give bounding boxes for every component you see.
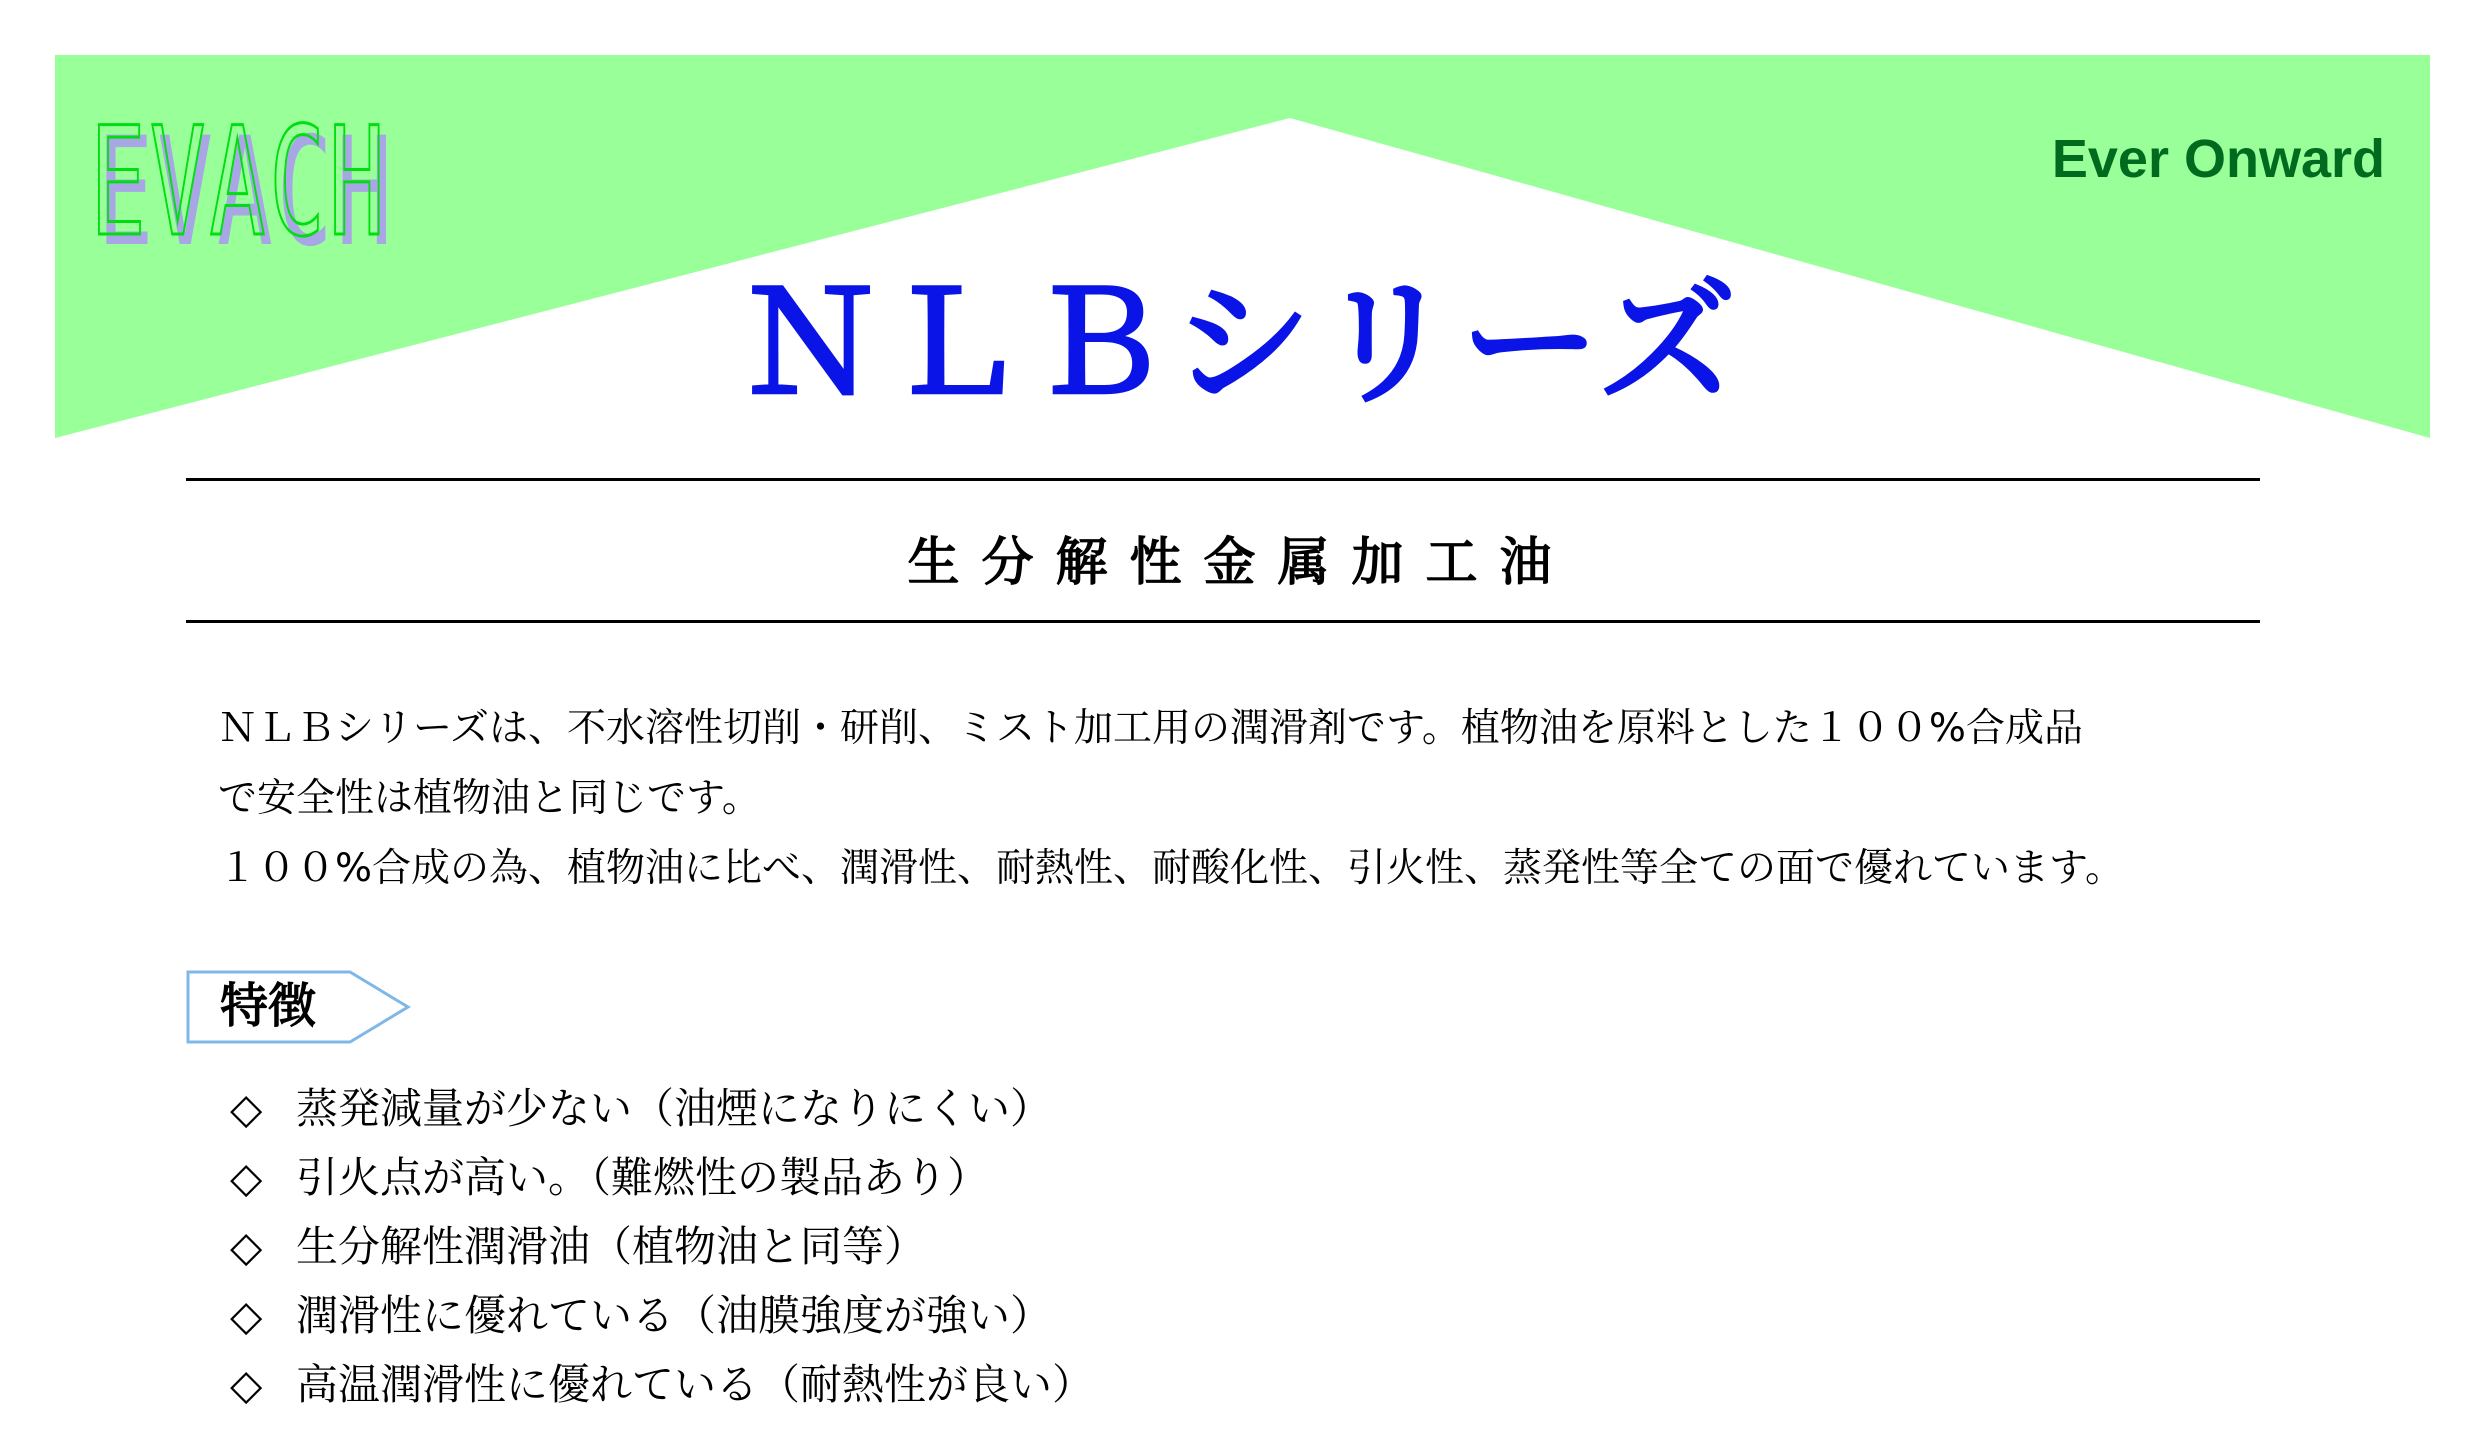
list-item bbox=[230, 1212, 1094, 1281]
list-item bbox=[230, 1281, 1094, 1350]
diamond-bullet-icon: ◇ bbox=[230, 1360, 263, 1409]
diamond-bullet-icon: ◇ bbox=[230, 1291, 263, 1340]
feature-text: 引火点が高い。（難燃性の製品あり） bbox=[296, 1153, 990, 1202]
feature-text: 生分解性潤滑油（植物油と同等） bbox=[296, 1222, 927, 1271]
feature-text: 潤滑性に優れている（油膜強度が強い） bbox=[296, 1291, 1053, 1340]
diamond-bullet-icon: ◇ bbox=[230, 1222, 263, 1271]
diamond-bullet-icon: ◇ bbox=[230, 1153, 263, 1202]
company-logo: EVACH bbox=[90, 96, 389, 270]
features-heading: 特徴 bbox=[220, 978, 317, 1034]
list-item bbox=[230, 1143, 1094, 1212]
divider-top bbox=[186, 478, 2260, 481]
description bbox=[218, 694, 2418, 904]
list-item bbox=[230, 1350, 1094, 1419]
description-line: １００%合成の為、植物油に比べ、潤滑性、耐熱性、耐酸化性、引火性、蒸発性等全ての面で優れています。 bbox=[218, 846, 2124, 891]
page-title: ＮＬＢシリーズ bbox=[739, 263, 1741, 426]
subtitle: 生分解性金属加工油 bbox=[907, 533, 1574, 593]
features-list bbox=[230, 1074, 1094, 1419]
divider-bottom bbox=[186, 620, 2260, 623]
description-line: ＮＬＢシリーズは、不水溶性切削・研削、ミスト加工用の潤滑剤です。植物油を原料とした１００%合成品 bbox=[218, 706, 2083, 751]
feature-text: 蒸発減量が少ない（油煙になりにくい） bbox=[296, 1084, 1053, 1133]
features-heading-tag bbox=[186, 970, 412, 1044]
tagline: Ever Onward bbox=[2051, 129, 2385, 189]
description-line: で安全性は植物油と同じです。 bbox=[218, 776, 761, 821]
diamond-bullet-icon: ◇ bbox=[230, 1084, 263, 1133]
feature-text: 高温潤滑性に優れている（耐熱性が良い） bbox=[296, 1360, 1095, 1409]
list-item bbox=[230, 1074, 1094, 1143]
